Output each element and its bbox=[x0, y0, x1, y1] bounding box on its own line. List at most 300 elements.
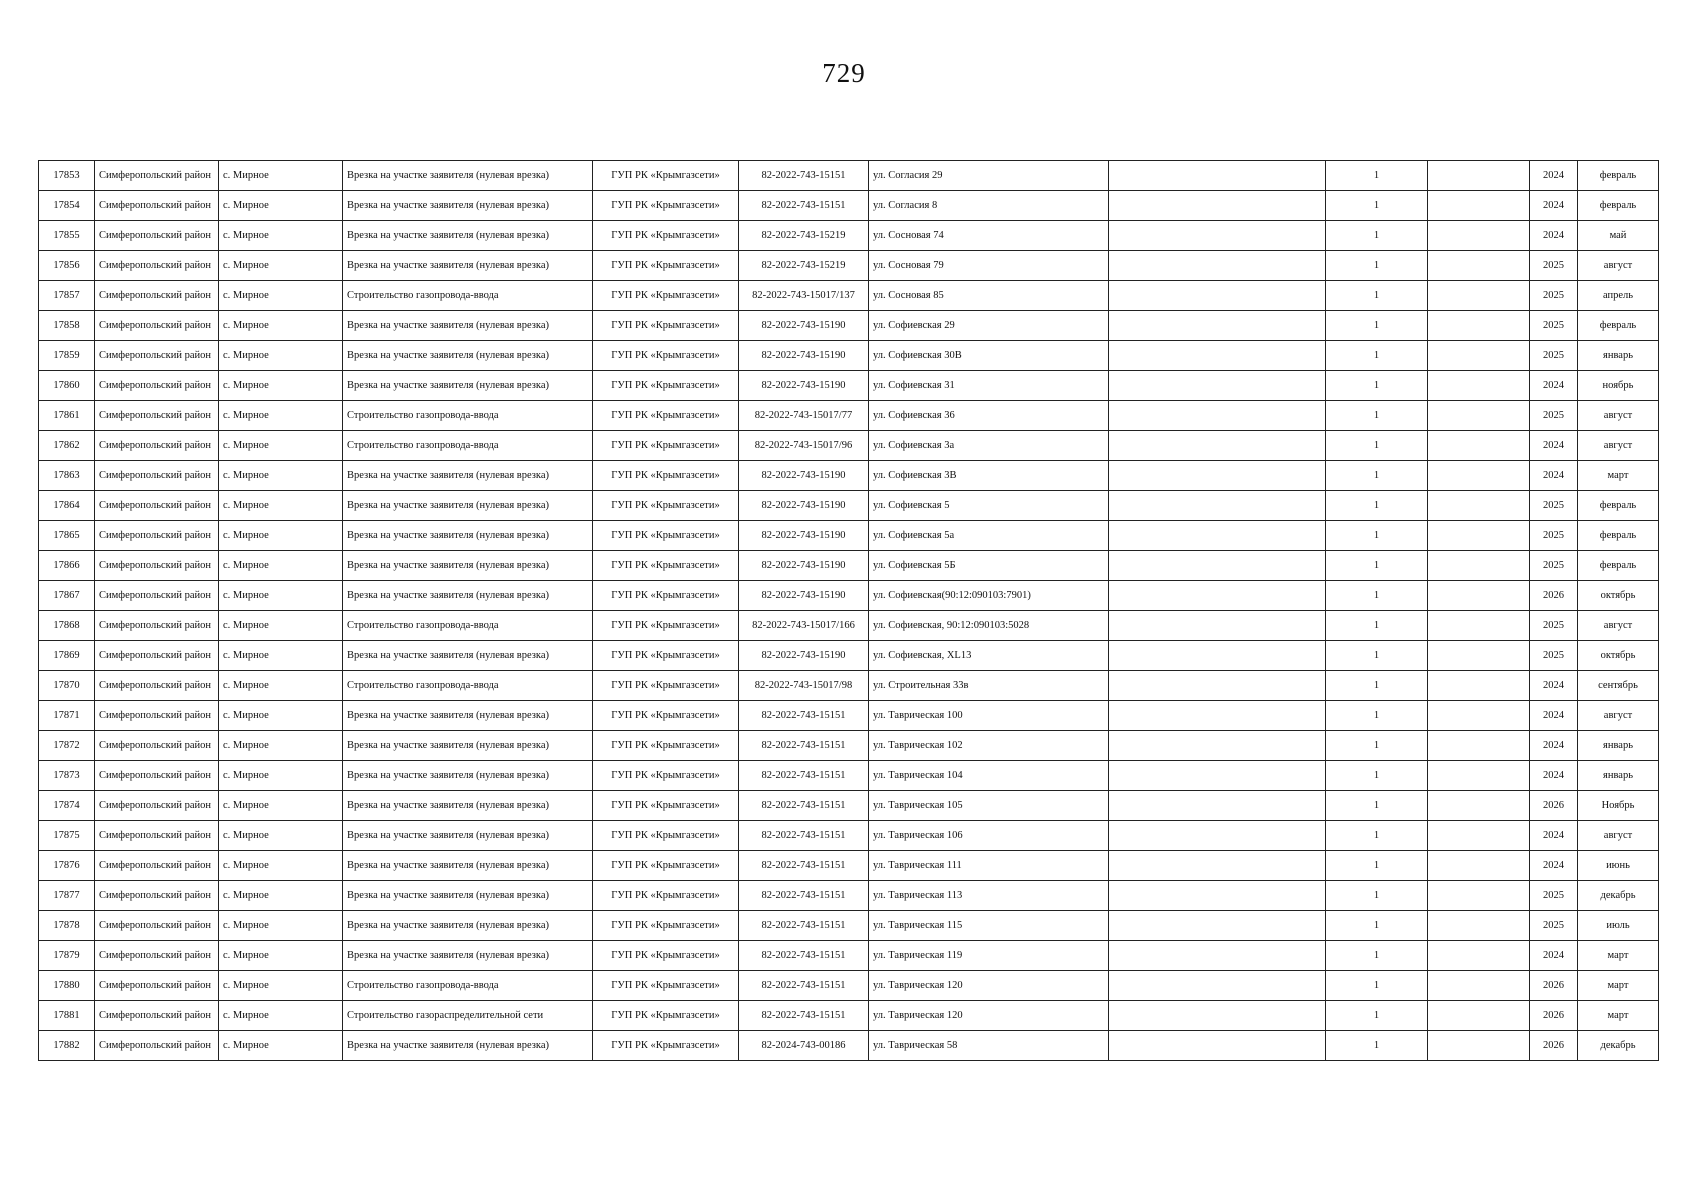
district-cell: Симферопольский район bbox=[95, 971, 219, 1001]
empty-cell bbox=[1109, 761, 1326, 791]
record-number: 17879 bbox=[39, 941, 95, 971]
tech-conditions-number-cell: 82-2022-743-15190 bbox=[739, 461, 869, 491]
empty-cell bbox=[1109, 851, 1326, 881]
table-row bbox=[39, 551, 1659, 581]
village-cell: с. Мирное bbox=[219, 371, 343, 401]
address-cell: ул. Софиевская(90:12:090103:7901) bbox=[869, 581, 1109, 611]
record-number: 17856 bbox=[39, 251, 95, 281]
work-type-cell: Врезка на участке заявителя (нулевая врезка) bbox=[343, 641, 593, 671]
village-cell: с. Мирное bbox=[219, 431, 343, 461]
organization-cell: ГУП РК «Крымгазсети» bbox=[593, 791, 739, 821]
month-cell: август bbox=[1578, 251, 1659, 281]
village-cell: с. Мирное bbox=[219, 821, 343, 851]
organization-cell: ГУП РК «Крымгазсети» bbox=[593, 161, 739, 191]
year-cell: 2025 bbox=[1530, 911, 1578, 941]
tech-conditions-number-cell: 82-2022-743-15190 bbox=[739, 551, 869, 581]
table-row bbox=[39, 371, 1659, 401]
district-cell: Симферопольский район bbox=[95, 611, 219, 641]
record-number: 17854 bbox=[39, 191, 95, 221]
district-cell: Симферопольский район bbox=[95, 281, 219, 311]
year-cell: 2024 bbox=[1530, 161, 1578, 191]
year-cell: 2026 bbox=[1530, 791, 1578, 821]
village-cell: с. Мирное bbox=[219, 911, 343, 941]
empty-cell bbox=[1109, 1031, 1326, 1061]
empty-cell bbox=[1428, 881, 1530, 911]
address-cell: ул. Софиевская 31 bbox=[869, 371, 1109, 401]
table-row bbox=[39, 671, 1659, 701]
address-cell: ул. Таврическая 115 bbox=[869, 911, 1109, 941]
district-cell: Симферопольский район bbox=[95, 341, 219, 371]
record-number: 17875 bbox=[39, 821, 95, 851]
year-cell: 2025 bbox=[1530, 341, 1578, 371]
tech-conditions-number-cell: 82-2022-743-15190 bbox=[739, 341, 869, 371]
quantity-cell: 1 bbox=[1326, 971, 1428, 1001]
address-cell: ул. Софиевская 3В bbox=[869, 461, 1109, 491]
tech-conditions-number-cell: 82-2022-743-15219 bbox=[739, 251, 869, 281]
address-cell: ул. Таврическая 113 bbox=[869, 881, 1109, 911]
empty-cell bbox=[1428, 461, 1530, 491]
table-row bbox=[39, 821, 1659, 851]
village-cell: с. Мирное bbox=[219, 791, 343, 821]
organization-cell: ГУП РК «Крымгазсети» bbox=[593, 911, 739, 941]
year-cell: 2024 bbox=[1530, 371, 1578, 401]
year-cell: 2025 bbox=[1530, 491, 1578, 521]
record-number: 17882 bbox=[39, 1031, 95, 1061]
month-cell: май bbox=[1578, 221, 1659, 251]
quantity-cell: 1 bbox=[1326, 251, 1428, 281]
table-row bbox=[39, 431, 1659, 461]
tech-conditions-number-cell: 82-2022-743-15151 bbox=[739, 191, 869, 221]
month-cell: январь bbox=[1578, 341, 1659, 371]
district-cell: Симферопольский район bbox=[95, 251, 219, 281]
organization-cell: ГУП РК «Крымгазсети» bbox=[593, 1001, 739, 1031]
quantity-cell: 1 bbox=[1326, 1031, 1428, 1061]
year-cell: 2026 bbox=[1530, 1001, 1578, 1031]
address-cell: ул. Софиевская 36 bbox=[869, 401, 1109, 431]
village-cell: с. Мирное bbox=[219, 161, 343, 191]
address-cell: ул. Таврическая 111 bbox=[869, 851, 1109, 881]
organization-cell: ГУП РК «Крымгазсети» bbox=[593, 851, 739, 881]
village-cell: с. Мирное bbox=[219, 191, 343, 221]
year-cell: 2025 bbox=[1530, 311, 1578, 341]
tech-conditions-number-cell: 82-2022-743-15190 bbox=[739, 371, 869, 401]
page-number: 729 bbox=[822, 58, 866, 88]
address-cell: ул. Софиевская 5Б bbox=[869, 551, 1109, 581]
month-cell: январь bbox=[1578, 761, 1659, 791]
tech-conditions-number-cell: 82-2022-743-15190 bbox=[739, 581, 869, 611]
empty-cell bbox=[1109, 491, 1326, 521]
quantity-cell: 1 bbox=[1326, 701, 1428, 731]
district-cell: Симферопольский район bbox=[95, 1031, 219, 1061]
village-cell: с. Мирное bbox=[219, 641, 343, 671]
empty-cell bbox=[1428, 491, 1530, 521]
month-cell: апрель bbox=[1578, 281, 1659, 311]
address-cell: ул. Согласия 29 bbox=[869, 161, 1109, 191]
quantity-cell: 1 bbox=[1326, 1001, 1428, 1031]
organization-cell: ГУП РК «Крымгазсети» bbox=[593, 821, 739, 851]
record-number: 17858 bbox=[39, 311, 95, 341]
village-cell: с. Мирное bbox=[219, 251, 343, 281]
record-number: 17864 bbox=[39, 491, 95, 521]
year-cell: 2024 bbox=[1530, 701, 1578, 731]
work-type-cell: Строительство газопровода-ввода bbox=[343, 971, 593, 1001]
year-cell: 2024 bbox=[1530, 941, 1578, 971]
tech-conditions-number-cell: 82-2022-743-15017/137 bbox=[739, 281, 869, 311]
table-row bbox=[39, 641, 1659, 671]
work-type-cell: Строительство газопровода-ввода bbox=[343, 431, 593, 461]
empty-cell bbox=[1109, 371, 1326, 401]
village-cell: с. Мирное bbox=[219, 971, 343, 1001]
month-cell: март bbox=[1578, 1001, 1659, 1031]
table-body bbox=[39, 161, 1659, 1061]
organization-cell: ГУП РК «Крымгазсети» bbox=[593, 431, 739, 461]
year-cell: 2025 bbox=[1530, 521, 1578, 551]
organization-cell: ГУП РК «Крымгазсети» bbox=[593, 401, 739, 431]
work-type-cell: Врезка на участке заявителя (нулевая врезка) bbox=[343, 371, 593, 401]
table-row bbox=[39, 161, 1659, 191]
empty-cell bbox=[1428, 821, 1530, 851]
tech-conditions-number-cell: 82-2022-743-15190 bbox=[739, 521, 869, 551]
record-number: 17860 bbox=[39, 371, 95, 401]
tech-conditions-number-cell: 82-2022-743-15151 bbox=[739, 851, 869, 881]
organization-cell: ГУП РК «Крымгазсети» bbox=[593, 341, 739, 371]
empty-cell bbox=[1109, 821, 1326, 851]
year-cell: 2024 bbox=[1530, 191, 1578, 221]
quantity-cell: 1 bbox=[1326, 551, 1428, 581]
address-cell: ул. Софиевская, 90:12:090103:5028 bbox=[869, 611, 1109, 641]
year-cell: 2025 bbox=[1530, 401, 1578, 431]
address-cell: ул. Таврическая 105 bbox=[869, 791, 1109, 821]
quantity-cell: 1 bbox=[1326, 941, 1428, 971]
empty-cell bbox=[1428, 971, 1530, 1001]
record-number: 17876 bbox=[39, 851, 95, 881]
table-row bbox=[39, 221, 1659, 251]
quantity-cell: 1 bbox=[1326, 731, 1428, 761]
table-row bbox=[39, 731, 1659, 761]
work-type-cell: Строительство газопровода-ввода bbox=[343, 671, 593, 701]
work-type-cell: Врезка на участке заявителя (нулевая врезка) bbox=[343, 521, 593, 551]
village-cell: с. Мирное bbox=[219, 311, 343, 341]
empty-cell bbox=[1428, 851, 1530, 881]
table-row bbox=[39, 791, 1659, 821]
empty-cell bbox=[1428, 431, 1530, 461]
record-number: 17853 bbox=[39, 161, 95, 191]
village-cell: с. Мирное bbox=[219, 581, 343, 611]
year-cell: 2024 bbox=[1530, 821, 1578, 851]
month-cell: февраль bbox=[1578, 191, 1659, 221]
year-cell: 2026 bbox=[1530, 1031, 1578, 1061]
empty-cell bbox=[1109, 341, 1326, 371]
district-cell: Симферопольский район bbox=[95, 671, 219, 701]
month-cell: июнь bbox=[1578, 851, 1659, 881]
empty-cell bbox=[1428, 371, 1530, 401]
work-type-cell: Врезка на участке заявителя (нулевая врезка) bbox=[343, 731, 593, 761]
year-cell: 2024 bbox=[1530, 221, 1578, 251]
year-cell: 2026 bbox=[1530, 581, 1578, 611]
table-row bbox=[39, 1001, 1659, 1031]
organization-cell: ГУП РК «Крымгазсети» bbox=[593, 1031, 739, 1061]
address-cell: ул. Таврическая 102 bbox=[869, 731, 1109, 761]
empty-cell bbox=[1109, 941, 1326, 971]
village-cell: с. Мирное bbox=[219, 1031, 343, 1061]
month-cell: февраль bbox=[1578, 311, 1659, 341]
district-cell: Симферопольский район bbox=[95, 641, 219, 671]
tech-conditions-number-cell: 82-2022-743-15190 bbox=[739, 641, 869, 671]
village-cell: с. Мирное bbox=[219, 671, 343, 701]
empty-cell bbox=[1109, 431, 1326, 461]
village-cell: с. Мирное bbox=[219, 401, 343, 431]
table-row bbox=[39, 881, 1659, 911]
month-cell: август bbox=[1578, 611, 1659, 641]
quantity-cell: 1 bbox=[1326, 281, 1428, 311]
district-cell: Симферопольский район bbox=[95, 221, 219, 251]
organization-cell: ГУП РК «Крымгазсети» bbox=[593, 221, 739, 251]
record-number: 17868 bbox=[39, 611, 95, 641]
month-cell: июль bbox=[1578, 911, 1659, 941]
quantity-cell: 1 bbox=[1326, 851, 1428, 881]
organization-cell: ГУП РК «Крымгазсети» bbox=[593, 311, 739, 341]
quantity-cell: 1 bbox=[1326, 221, 1428, 251]
quantity-cell: 1 bbox=[1326, 431, 1428, 461]
empty-cell bbox=[1428, 401, 1530, 431]
empty-cell bbox=[1109, 161, 1326, 191]
organization-cell: ГУП РК «Крымгазсети» bbox=[593, 731, 739, 761]
year-cell: 2025 bbox=[1530, 881, 1578, 911]
work-type-cell: Врезка на участке заявителя (нулевая врезка) bbox=[343, 881, 593, 911]
work-type-cell: Строительство газопровода-ввода bbox=[343, 401, 593, 431]
empty-cell bbox=[1428, 611, 1530, 641]
district-cell: Симферопольский район bbox=[95, 731, 219, 761]
month-cell: август bbox=[1578, 401, 1659, 431]
district-cell: Симферопольский район bbox=[95, 431, 219, 461]
table-row bbox=[39, 311, 1659, 341]
record-number: 17862 bbox=[39, 431, 95, 461]
empty-cell bbox=[1428, 1031, 1530, 1061]
empty-cell bbox=[1428, 251, 1530, 281]
quantity-cell: 1 bbox=[1326, 671, 1428, 701]
address-cell: ул. Таврическая 58 bbox=[869, 1031, 1109, 1061]
tech-conditions-number-cell: 82-2022-743-15017/96 bbox=[739, 431, 869, 461]
work-type-cell: Врезка на участке заявителя (нулевая врезка) bbox=[343, 581, 593, 611]
month-cell: август bbox=[1578, 821, 1659, 851]
organization-cell: ГУП РК «Крымгазсети» bbox=[593, 671, 739, 701]
tech-conditions-number-cell: 82-2024-743-00186 bbox=[739, 1031, 869, 1061]
address-cell: ул. Таврическая 119 bbox=[869, 941, 1109, 971]
organization-cell: ГУП РК «Крымгазсети» bbox=[593, 971, 739, 1001]
district-cell: Симферопольский район bbox=[95, 1001, 219, 1031]
empty-cell bbox=[1109, 1001, 1326, 1031]
empty-cell bbox=[1109, 251, 1326, 281]
record-number: 17880 bbox=[39, 971, 95, 1001]
table-row bbox=[39, 701, 1659, 731]
village-cell: с. Мирное bbox=[219, 881, 343, 911]
village-cell: с. Мирное bbox=[219, 221, 343, 251]
organization-cell: ГУП РК «Крымгазсети» bbox=[593, 551, 739, 581]
organization-cell: ГУП РК «Крымгазсети» bbox=[593, 941, 739, 971]
address-cell: ул. Строительная 33в bbox=[869, 671, 1109, 701]
village-cell: с. Мирное bbox=[219, 761, 343, 791]
organization-cell: ГУП РК «Крымгазсети» bbox=[593, 491, 739, 521]
quantity-cell: 1 bbox=[1326, 881, 1428, 911]
empty-cell bbox=[1109, 461, 1326, 491]
year-cell: 2024 bbox=[1530, 761, 1578, 791]
address-cell: ул. Софиевская 29 bbox=[869, 311, 1109, 341]
table-row bbox=[39, 401, 1659, 431]
village-cell: с. Мирное bbox=[219, 851, 343, 881]
address-cell: ул. Сосновая 74 bbox=[869, 221, 1109, 251]
empty-cell bbox=[1109, 581, 1326, 611]
district-cell: Симферопольский район bbox=[95, 881, 219, 911]
table-row bbox=[39, 941, 1659, 971]
tech-conditions-number-cell: 82-2022-743-15151 bbox=[739, 731, 869, 761]
empty-cell bbox=[1428, 521, 1530, 551]
empty-cell bbox=[1109, 641, 1326, 671]
work-type-cell: Строительство газораспределительной сети bbox=[343, 1001, 593, 1031]
organization-cell: ГУП РК «Крымгазсети» bbox=[593, 371, 739, 401]
month-cell: август bbox=[1578, 431, 1659, 461]
year-cell: 2024 bbox=[1530, 461, 1578, 491]
record-number: 17878 bbox=[39, 911, 95, 941]
work-type-cell: Врезка на участке заявителя (нулевая врезка) bbox=[343, 221, 593, 251]
organization-cell: ГУП РК «Крымгазсети» bbox=[593, 581, 739, 611]
table-row bbox=[39, 761, 1659, 791]
empty-cell bbox=[1428, 701, 1530, 731]
month-cell: март bbox=[1578, 941, 1659, 971]
quantity-cell: 1 bbox=[1326, 521, 1428, 551]
organization-cell: ГУП РК «Крымгазсети» bbox=[593, 701, 739, 731]
table-row bbox=[39, 251, 1659, 281]
address-cell: ул. Таврическая 120 bbox=[869, 971, 1109, 1001]
village-cell: с. Мирное bbox=[219, 461, 343, 491]
tech-conditions-number-cell: 82-2022-743-15017/77 bbox=[739, 401, 869, 431]
record-number: 17867 bbox=[39, 581, 95, 611]
month-cell: ноябрь bbox=[1578, 371, 1659, 401]
table-row bbox=[39, 191, 1659, 221]
tech-conditions-number-cell: 82-2022-743-15151 bbox=[739, 161, 869, 191]
quantity-cell: 1 bbox=[1326, 821, 1428, 851]
table-row bbox=[39, 581, 1659, 611]
year-cell: 2025 bbox=[1530, 551, 1578, 581]
tech-conditions-number-cell: 82-2022-743-15151 bbox=[739, 761, 869, 791]
work-type-cell: Врезка на участке заявителя (нулевая врезка) bbox=[343, 251, 593, 281]
work-type-cell: Врезка на участке заявителя (нулевая врезка) bbox=[343, 701, 593, 731]
year-cell: 2024 bbox=[1530, 671, 1578, 701]
organization-cell: ГУП РК «Крымгазсети» bbox=[593, 191, 739, 221]
year-cell: 2025 bbox=[1530, 251, 1578, 281]
village-cell: с. Мирное bbox=[219, 551, 343, 581]
village-cell: с. Мирное bbox=[219, 941, 343, 971]
month-cell: октябрь bbox=[1578, 641, 1659, 671]
table-row bbox=[39, 971, 1659, 1001]
quantity-cell: 1 bbox=[1326, 611, 1428, 641]
address-cell: ул. Софиевская 30В bbox=[869, 341, 1109, 371]
district-cell: Симферопольский район bbox=[95, 371, 219, 401]
district-cell: Симферопольский район bbox=[95, 191, 219, 221]
quantity-cell: 1 bbox=[1326, 311, 1428, 341]
year-cell: 2024 bbox=[1530, 851, 1578, 881]
work-type-cell: Врезка на участке заявителя (нулевая врезка) bbox=[343, 461, 593, 491]
empty-cell bbox=[1428, 581, 1530, 611]
empty-cell bbox=[1109, 221, 1326, 251]
record-number: 17855 bbox=[39, 221, 95, 251]
month-cell: март bbox=[1578, 461, 1659, 491]
month-cell: декабрь bbox=[1578, 881, 1659, 911]
year-cell: 2025 bbox=[1530, 611, 1578, 641]
table-row bbox=[39, 611, 1659, 641]
district-cell: Симферопольский район bbox=[95, 311, 219, 341]
empty-cell bbox=[1109, 701, 1326, 731]
district-cell: Симферопольский район bbox=[95, 911, 219, 941]
tech-conditions-number-cell: 82-2022-743-15151 bbox=[739, 701, 869, 731]
table-row bbox=[39, 911, 1659, 941]
address-cell: ул. Таврическая 100 bbox=[869, 701, 1109, 731]
month-cell: февраль bbox=[1578, 551, 1659, 581]
year-cell: 2025 bbox=[1530, 281, 1578, 311]
district-cell: Симферопольский район bbox=[95, 701, 219, 731]
village-cell: с. Мирное bbox=[219, 611, 343, 641]
record-number: 17866 bbox=[39, 551, 95, 581]
village-cell: с. Мирное bbox=[219, 701, 343, 731]
quantity-cell: 1 bbox=[1326, 491, 1428, 521]
month-cell: декабрь bbox=[1578, 1031, 1659, 1061]
address-cell: ул. Софиевская, XL13 bbox=[869, 641, 1109, 671]
record-number: 17857 bbox=[39, 281, 95, 311]
empty-cell bbox=[1109, 881, 1326, 911]
month-cell: октябрь bbox=[1578, 581, 1659, 611]
table-row bbox=[39, 281, 1659, 311]
district-cell: Симферопольский район bbox=[95, 161, 219, 191]
organization-cell: ГУП РК «Крымгазсети» bbox=[593, 461, 739, 491]
district-cell: Симферопольский район bbox=[95, 791, 219, 821]
record-number: 17877 bbox=[39, 881, 95, 911]
tech-conditions-number-cell: 82-2022-743-15017/166 bbox=[739, 611, 869, 641]
month-cell: февраль bbox=[1578, 521, 1659, 551]
empty-cell bbox=[1109, 521, 1326, 551]
register-table bbox=[38, 160, 1659, 1061]
quantity-cell: 1 bbox=[1326, 401, 1428, 431]
address-cell: ул. Таврическая 106 bbox=[869, 821, 1109, 851]
work-type-cell: Врезка на участке заявителя (нулевая врезка) bbox=[343, 941, 593, 971]
work-type-cell: Врезка на участке заявителя (нулевая врезка) bbox=[343, 791, 593, 821]
empty-cell bbox=[1428, 191, 1530, 221]
village-cell: с. Мирное bbox=[219, 1001, 343, 1031]
tech-conditions-number-cell: 82-2022-743-15151 bbox=[739, 1001, 869, 1031]
empty-cell bbox=[1428, 911, 1530, 941]
empty-cell bbox=[1109, 401, 1326, 431]
organization-cell: ГУП РК «Крымгазсети» bbox=[593, 761, 739, 791]
table-row bbox=[39, 491, 1659, 521]
empty-cell bbox=[1428, 1001, 1530, 1031]
district-cell: Симферопольский район bbox=[95, 821, 219, 851]
empty-cell bbox=[1428, 161, 1530, 191]
empty-cell bbox=[1428, 731, 1530, 761]
quantity-cell: 1 bbox=[1326, 641, 1428, 671]
quantity-cell: 1 bbox=[1326, 461, 1428, 491]
quantity-cell: 1 bbox=[1326, 161, 1428, 191]
address-cell: ул. Сосновая 79 bbox=[869, 251, 1109, 281]
record-number: 17865 bbox=[39, 521, 95, 551]
month-cell: Ноябрь bbox=[1578, 791, 1659, 821]
empty-cell bbox=[1428, 221, 1530, 251]
empty-cell bbox=[1109, 611, 1326, 641]
organization-cell: ГУП РК «Крымгазсети» bbox=[593, 881, 739, 911]
record-number: 17872 bbox=[39, 731, 95, 761]
district-cell: Симферопольский район bbox=[95, 851, 219, 881]
quantity-cell: 1 bbox=[1326, 191, 1428, 221]
record-number: 17881 bbox=[39, 1001, 95, 1031]
work-type-cell: Врезка на участке заявителя (нулевая врезка) bbox=[343, 161, 593, 191]
work-type-cell: Врезка на участке заявителя (нулевая врезка) bbox=[343, 821, 593, 851]
